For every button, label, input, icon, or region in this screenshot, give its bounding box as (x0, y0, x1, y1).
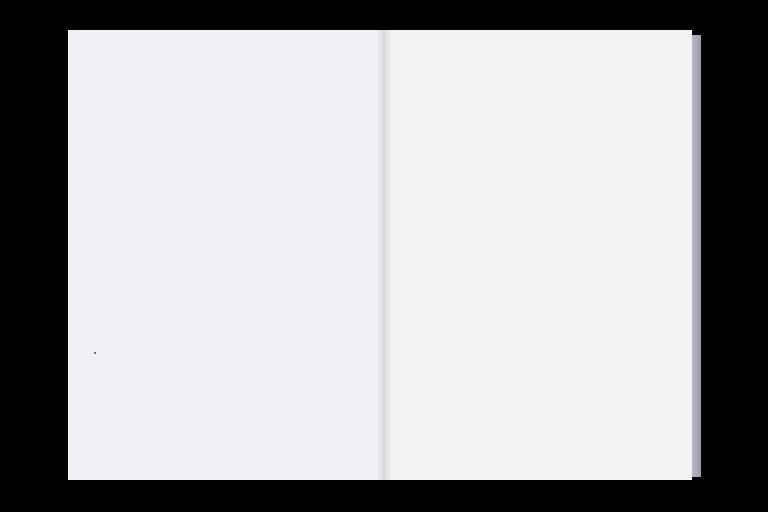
right-page (384, 30, 692, 480)
left-page (68, 30, 384, 480)
spine-gutter (376, 30, 392, 480)
page-block-edge (692, 35, 701, 477)
speck (94, 352, 96, 354)
